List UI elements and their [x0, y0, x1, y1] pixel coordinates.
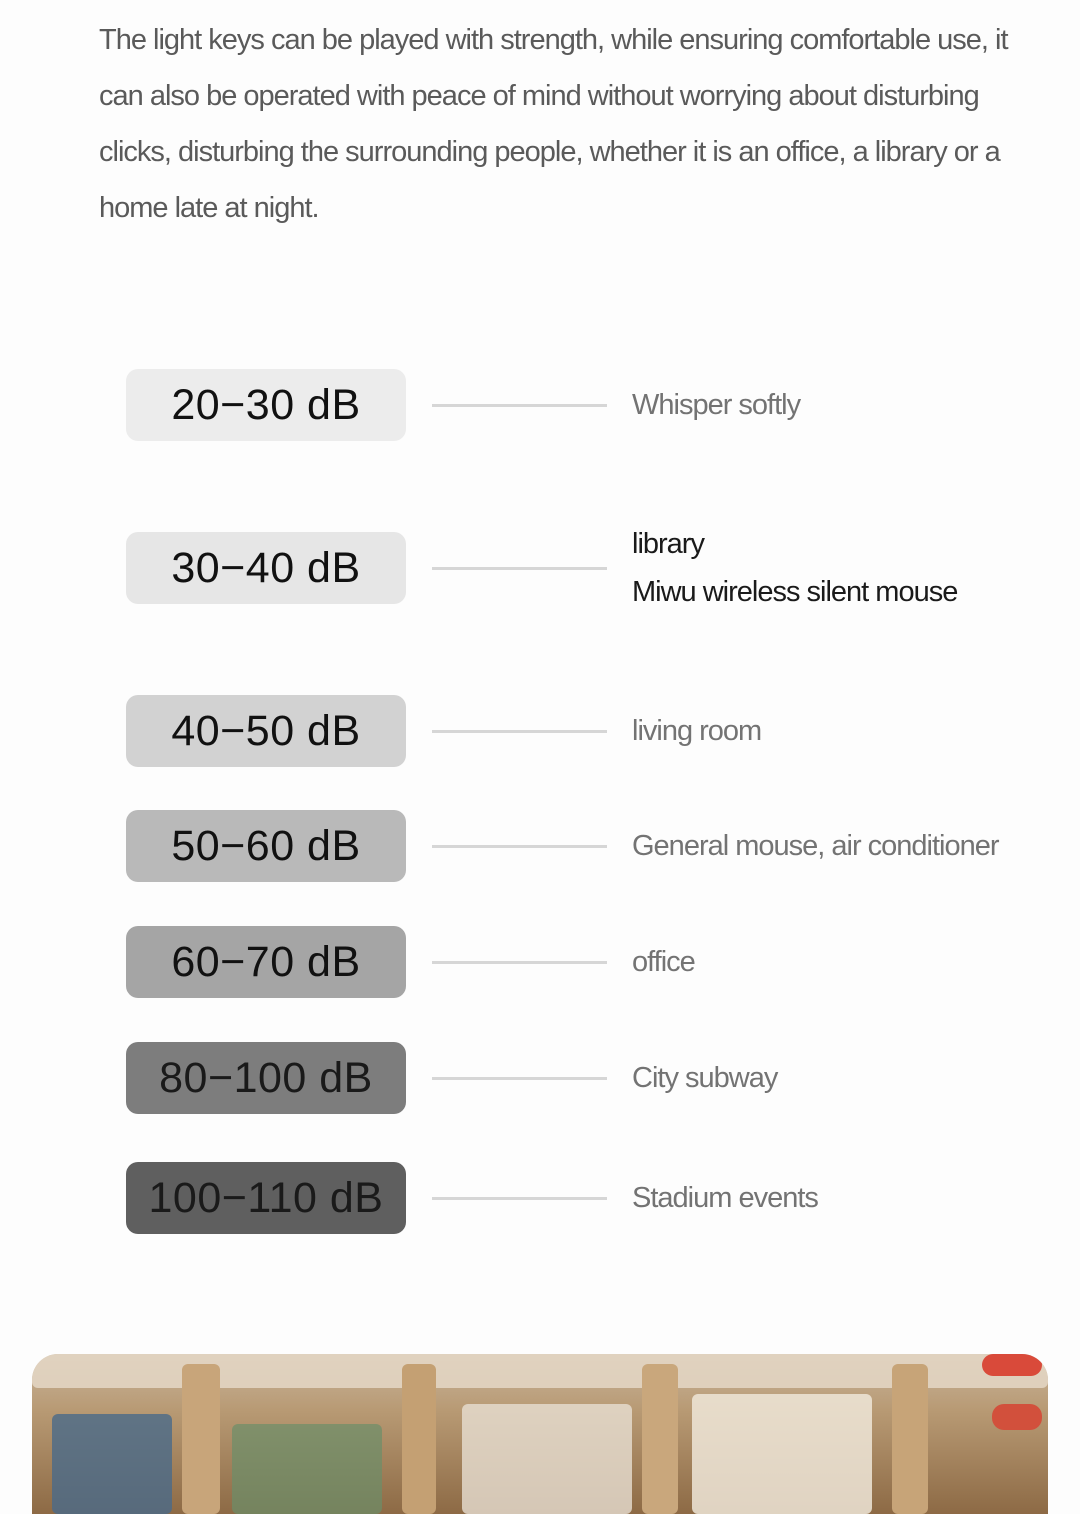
- noise-level-row: [0, 810, 1080, 884]
- noise-source-label: Stadium events: [632, 1181, 818, 1214]
- library-photo: [32, 1354, 1048, 1514]
- noise-level-row: [0, 695, 1080, 769]
- decibel-range-badge: 60−70 dB: [126, 926, 406, 998]
- noise-source-description: [632, 926, 695, 998]
- noise-source-description: [632, 1042, 777, 1114]
- decibel-range-badge: 80−100 dB: [126, 1042, 406, 1114]
- noise-level-row: [0, 1042, 1080, 1116]
- noise-source-description: [632, 695, 761, 767]
- connector-line: [432, 730, 607, 733]
- connector-line: [432, 1197, 607, 1200]
- decibel-range-badge: 30−40 dB: [126, 532, 406, 604]
- noise-source-description: [632, 1162, 818, 1234]
- noise-source-label: Miwu wireless silent mouse: [632, 576, 958, 608]
- noise-level-row: [0, 926, 1080, 1000]
- noise-level-row: [0, 528, 1080, 608]
- connector-line: [432, 961, 607, 964]
- decibel-range-badge: 20−30 dB: [126, 369, 406, 441]
- noise-source-label: living room: [632, 714, 762, 747]
- noise-source-description: [632, 528, 958, 608]
- decibel-range-badge: 100−110 dB: [126, 1162, 406, 1234]
- connector-line: [432, 1077, 607, 1080]
- noise-source-description: [632, 810, 999, 882]
- decibel-range-badge: 50−60 dB: [126, 810, 406, 882]
- intro-paragraph: The light keys can be played with strength, while ensuring comfortable use, it can also be operated with peace of mind without worrying about disturbing clicks, disturbing the surrounding people, whether it is an office, a library or a home late at night.: [99, 24, 1008, 224]
- noise-level-row: [0, 1162, 1080, 1236]
- noise-source-label: office: [632, 945, 695, 978]
- connector-line: [432, 567, 607, 570]
- noise-level-row: [0, 369, 1080, 443]
- connector-line: [432, 404, 607, 407]
- noise-source-label: library: [632, 528, 704, 560]
- noise-source-label: Whisper softly: [632, 388, 801, 421]
- connector-line: [432, 845, 607, 848]
- noise-source-label: General mouse, air conditioner: [632, 829, 999, 862]
- noise-source-label: City subway: [632, 1061, 778, 1094]
- noise-source-description: [632, 369, 800, 441]
- decibel-range-badge: 40−50 dB: [126, 695, 406, 767]
